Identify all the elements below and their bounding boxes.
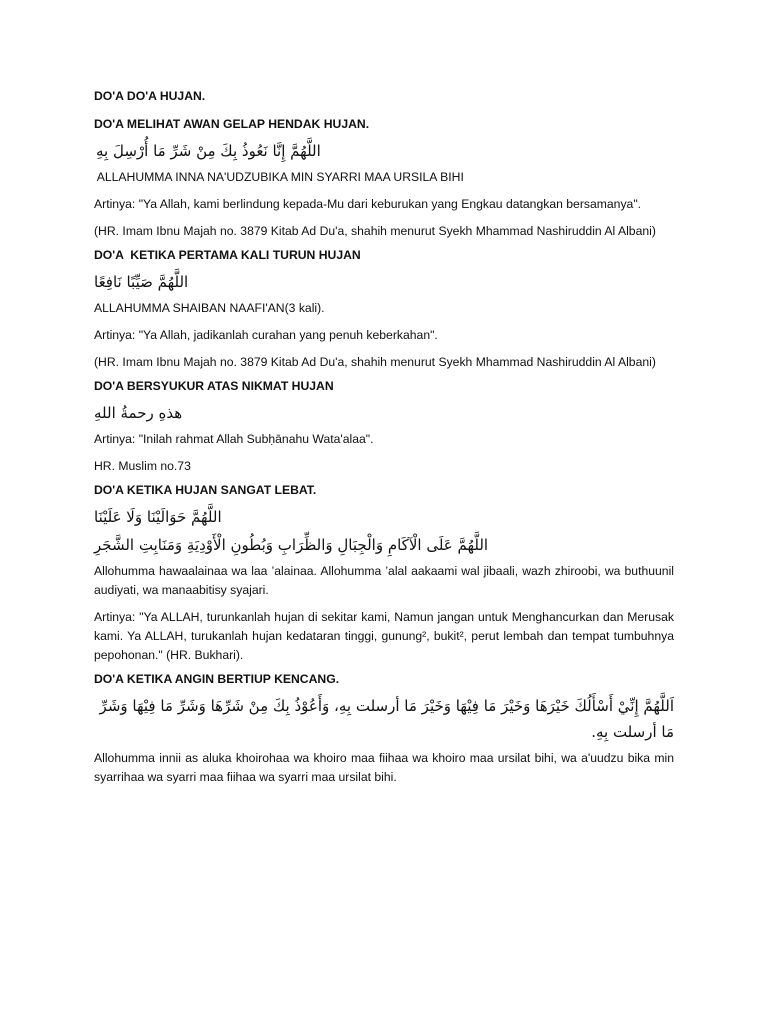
section-heading-first-rain: DO'A KETIKA PERTAMA KALI TURUN HUJAN: [94, 248, 361, 262]
document-page: [94, 88, 674, 795]
arabic-prayer-gratitude: هذهِ رحمةُ اللهِ: [94, 404, 183, 422]
meaning-gratitude: Artinya: "Inilah rahmat Allah Subḥānahu Wata'alaa".: [94, 432, 374, 446]
arabic-prayer-first-rain: اللَّهُمَّ صَيِّبًا نَافِعًا: [94, 273, 189, 291]
section-heading-dark-clouds: DO'A MELIHAT AWAN GELAP HENDAK HUJAN.: [94, 117, 370, 131]
meaning-heavy-rain: Artinya: "Ya ALLAH, turunkanlah hujan di sekitar kami, Namun jangan untuk Menghancurkan dan Merusak kami. Ya ALLAH, turukanlah hujan kedataran tinggi, gunung², bukit², perut lembah dan tempat tumbuhnya pepohonan." (HR. Bukhari).: [94, 610, 674, 662]
source-dark-clouds: (HR. Imam Ibnu Majah no. 3879 Kitab Ad Du'a, shahih menurut Syekh Mhammad Nashiruddin Al Albani): [94, 224, 656, 238]
latin-prayer-strong-wind: Allohumma innii as aluka khoirohaa wa khoiro maa fiihaa wa khoiro maa ursilat bihi, wa a'uudzu bika min syarrihaa wa syarri maa fiihaa wa syarri maa ursilat bihi.: [94, 751, 674, 784]
latin-prayer-first-rain: ALLAHUMMA SHAIBAN NAAFI'AN(3 kali).: [94, 301, 325, 315]
arabic-prayer-dark-clouds: اللَّهُمَّ إِنَّا نَعُوذُ بِكَ مِنْ شَرِّ مَا أُرْسِلَ بِهِ: [96, 142, 321, 160]
latin-prayer-dark-clouds: ALLAHUMMA INNA NA'UDZUBIKA MIN SYARRI MAA URSILA BIHI: [94, 170, 464, 184]
section-heading-strong-wind: DO'A KETIKA ANGIN BERTIUP KENCANG.: [94, 672, 340, 686]
section-heading-heavy-rain: DO'A KETIKA HUJAN SANGAT LEBAT.: [94, 483, 317, 497]
meaning-dark-clouds: Artinya: "Ya Allah, kami berlindung kepada-Mu dari keburukan yang Engkau datangkan bersamanya".: [94, 197, 642, 211]
section-heading-gratitude: DO'A BERSYUKUR ATAS NIKMAT HUJAN: [94, 379, 334, 393]
document-title: DO'A DO'A HUJAN.: [94, 89, 206, 103]
arabic-prayer-heavy-rain-1: اللَّهُمَّ حَوَالَيْنَا وَلَا عَلَيْنَا: [94, 508, 222, 526]
arabic-prayer-heavy-rain-2: اللَّهُمَّ عَلَى الْآكَامِ وَالْجِبَالِ وَالظِّرَابِ وَبُطُونِ الْأَوْدِيَةِ وَمَنَابِتِ الشَّجَرِ: [94, 536, 489, 554]
source-first-rain: (HR. Imam Ibnu Majah no. 3879 Kitab Ad Du'a, shahih menurut Syekh Mhammad Nashiruddin Al Albani): [94, 355, 656, 369]
latin-prayer-heavy-rain: Allohumma hawaalainaa wa laa ’alainaa. Allohumma ’alal aakaami wal jibaali, wazh zhiroobi, wa buthuunil audiyati, wa manaabitisy syajari.: [94, 564, 674, 597]
source-gratitude: HR. Muslim no.73: [94, 459, 191, 473]
meaning-first-rain: Artinya: "Ya Allah, jadikanlah curahan yang penuh keberkahan".: [94, 328, 438, 342]
arabic-prayer-strong-wind: اَللَّهُمَّ إِنِّيْ أَسْأَلُكَ خَيْرَهَا وَخَيْرَ مَا فِيْهَا وَخَيْرَ مَا أرسلت بِهِ، وَأَعُوْذُ بِكَ مِنْ شَرِّهَا وَشَرِّ مَا فِيْهَا وَشَرِّ مَا أرسلت بِهِ.: [99, 697, 674, 741]
